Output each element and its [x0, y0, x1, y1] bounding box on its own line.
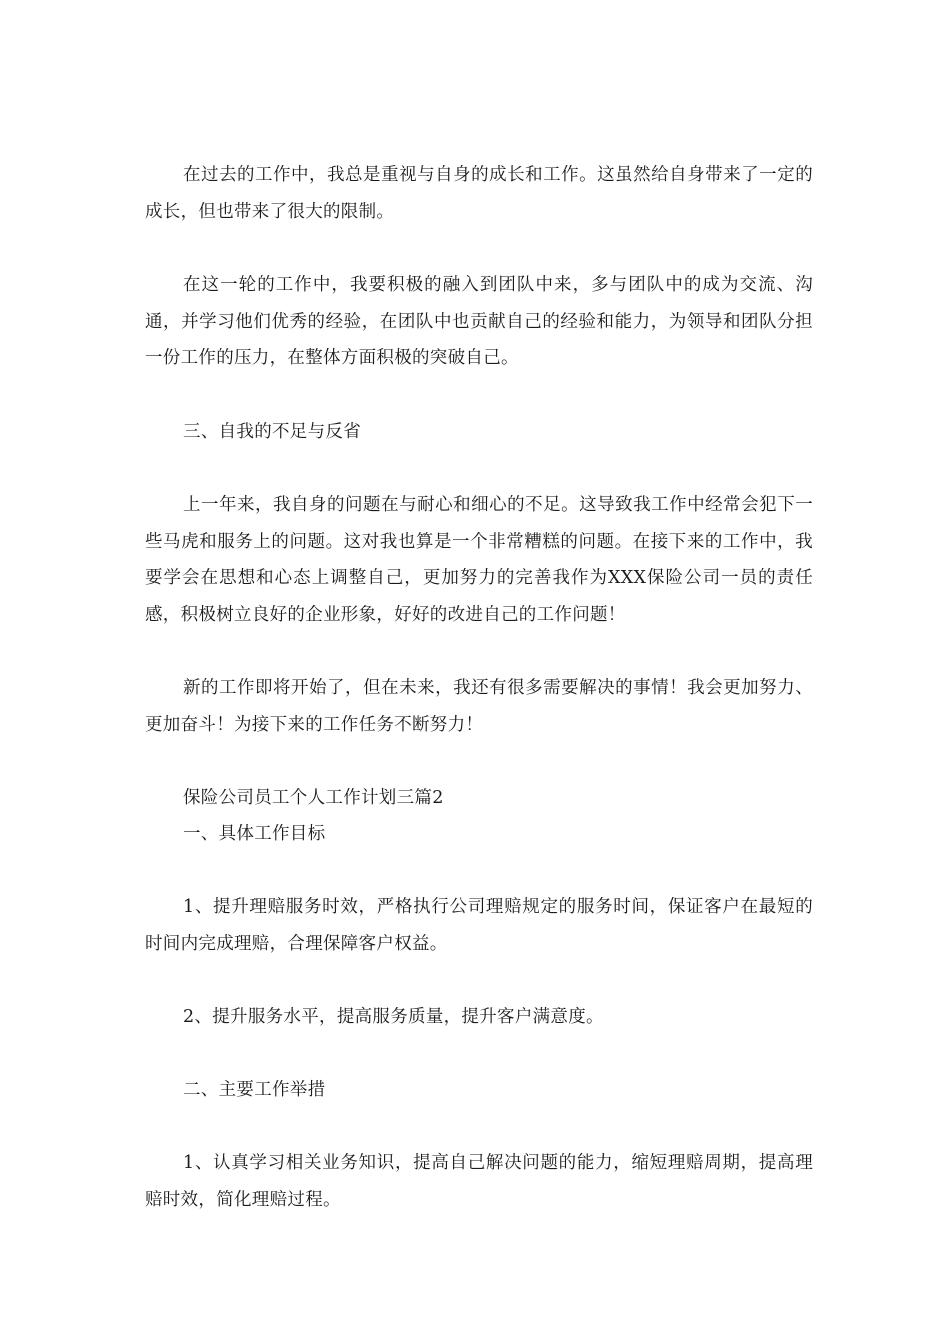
paragraph-goal-2: 2、提升服务水平，提高服务质量，提升客户满意度。 — [183, 1007, 604, 1027]
paragraph-shortcomings: 上一年来，我自身的问题在与耐心和细心的不足。这导致我工作中经常会犯下一些马虎和服务上的问题。这对我也算是一个非常糟糕的问题。在接下来的工作中，我要学会在思想和心态上调整自己，更加努力的完善我作为XXX保险公司一员的责任感，积极树立良好的企业形象，好好的改进自己的工作问题！ — [145, 495, 813, 625]
paragraph-team-integration: 在这一轮的工作中，我要积极的融入到团队中来，多与团队中的成为交流、沟通，并学习他们优秀的经验，在团队中也贡献自己的经验和能力，为领导和团队分担一份工作的压力，在整体方面积极的突破自己。 — [145, 275, 813, 368]
paragraph-goal-1: 1、提升理赔服务时效，严格执行公司理赔规定的服务时间，保证客户在最短的时间内完成理赔，合理保障客户权益。 — [145, 897, 813, 954]
paragraph-future-work: 新的工作即将开始了，但在未来，我还有很多需要解决的事情！我会更加努力、更加奋斗！为接下来的工作任务不断努力！ — [145, 678, 813, 735]
section-heading-shortcomings: 三、自我的不足与反省 — [183, 422, 361, 442]
document-title-plan-2: 保险公司员工个人工作计划三篇2 — [183, 788, 444, 808]
section-heading-measures: 二、主要工作举措 — [183, 1080, 326, 1100]
paragraph-measure-1: 1、认真学习相关业务知识，提高自己解决问题的能力，缩短理赔周期，提高理赔时效，简化理赔过程。 — [145, 1153, 813, 1210]
paragraph-past-work: 在过去的工作中，我总是重视与自身的成长和工作。这虽然给自身带来了一定的成长，但也带来了很大的限制。 — [145, 165, 813, 222]
section-heading-work-goals: 一、具体工作目标 — [183, 824, 326, 844]
